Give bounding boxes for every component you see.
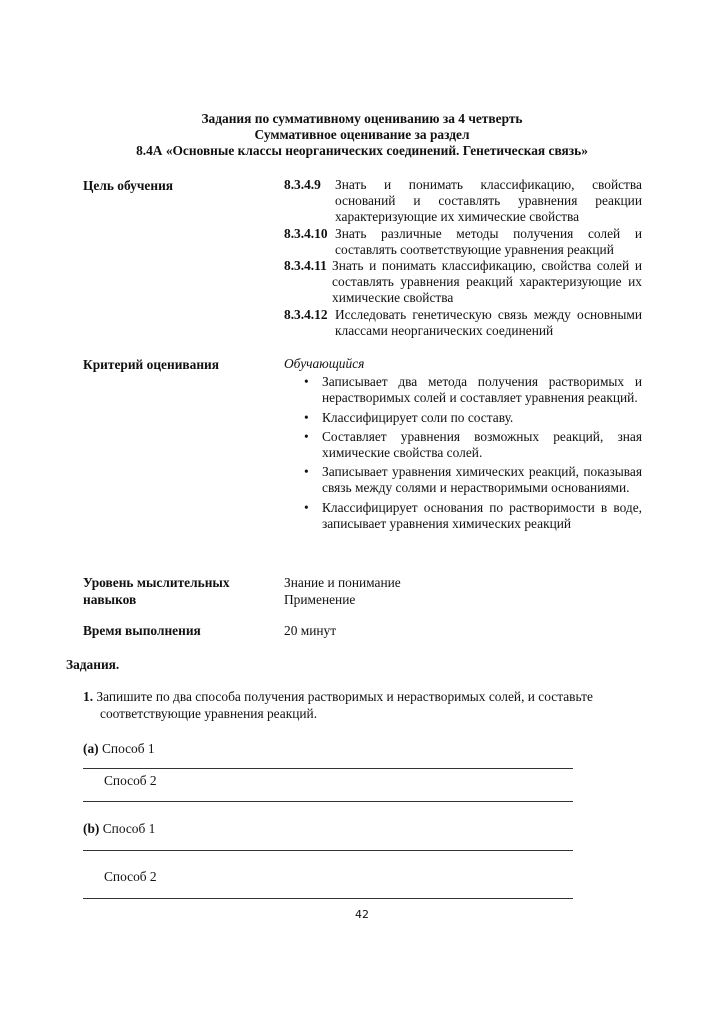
answer-line bbox=[83, 850, 573, 851]
criteria-label: Критерий оценивания bbox=[83, 357, 220, 372]
objective-code: 8.3.4.9 bbox=[284, 177, 321, 192]
skills-label-line-2: навыков bbox=[83, 592, 137, 607]
criteria-text: Классифицирует соли по составу. bbox=[322, 409, 514, 425]
objective-item bbox=[284, 307, 642, 339]
answer-line bbox=[83, 768, 573, 769]
time-value: 20 минут bbox=[284, 623, 337, 638]
objective-item bbox=[284, 226, 642, 258]
criteria-item bbox=[284, 429, 642, 461]
question-number: 1. bbox=[83, 689, 94, 704]
part-a-label: (a) bbox=[83, 741, 99, 756]
criteria-text: Составляет уравнения возможных реакций, зная химические свойства солей. bbox=[322, 428, 642, 461]
header-line-2: Суммативное оценивание за раздел bbox=[254, 127, 470, 142]
criteria-block bbox=[284, 356, 642, 535]
criteria-list bbox=[284, 374, 642, 532]
criteria-text: Записывает два метода получения растворимых и нерастворимых солей и составляет уравнения реакций. bbox=[322, 374, 642, 406]
objective-item bbox=[284, 177, 642, 226]
time-label: Время выполнения bbox=[83, 623, 201, 638]
objective-text: Знать и понимать классификацию, свойства солей и составлять уравнения реакций характеризующие их химические свойства bbox=[332, 258, 642, 306]
question-text-line-1: Запишите по два способа получения растворимых и нерастворимых солей, и составьте bbox=[96, 689, 593, 704]
skills-label bbox=[83, 574, 230, 608]
part-a-method-1 bbox=[83, 740, 155, 757]
question-text-line-2: соответствующие уравнения реакций. bbox=[100, 706, 318, 721]
answer-line bbox=[83, 801, 573, 802]
tasks-heading: Задания. bbox=[66, 657, 120, 672]
objective-code: 8.3.4.11 bbox=[284, 258, 327, 274]
criteria-item bbox=[284, 464, 642, 496]
objective-code: 8.3.4.12 bbox=[284, 306, 328, 322]
part-b-method-2: Способ 2 bbox=[104, 869, 157, 884]
part-a-method-2: Способ 2 bbox=[104, 773, 157, 788]
document-header bbox=[0, 111, 724, 159]
page-number: 42 bbox=[355, 908, 369, 921]
objectives-list bbox=[284, 177, 642, 339]
header-line-3: 8.4А «Основные классы неорганических соединений. Генетическая связь» bbox=[136, 143, 588, 158]
bullet-icon: • bbox=[304, 428, 309, 444]
criteria-item bbox=[284, 374, 642, 406]
objective-code: 8.3.4.10 bbox=[284, 225, 328, 241]
bullet-icon: • bbox=[304, 374, 309, 390]
method-label: Способ 1 bbox=[101, 741, 155, 756]
part-b-method-1 bbox=[83, 820, 155, 837]
criteria-item bbox=[284, 500, 642, 532]
objective-text: Знать различные методы получения солей и составлять соответствующие уравнения реакций bbox=[335, 225, 642, 257]
header-line-1: Задания по суммативному оцениванию за 4 четверть bbox=[201, 111, 523, 126]
objectives-label: Цель обучения bbox=[83, 178, 174, 193]
question-1 bbox=[83, 688, 643, 722]
skills-label-line-1: Уровень мыслительных bbox=[83, 575, 230, 590]
criteria-text: Записывает уравнения химических реакций, показывая связь между солями и нерастворимыми основаниями. bbox=[322, 464, 642, 496]
answer-line bbox=[83, 898, 573, 899]
skills-values bbox=[284, 574, 401, 608]
skills-value-2: Применение bbox=[284, 592, 356, 607]
criteria-item bbox=[284, 410, 642, 426]
objective-text: Исследовать генетическую связь между основными классами неорганических соединений bbox=[335, 306, 642, 338]
objective-text: Знать и понимать классификацию, свойства оснований и составлять уравнения реакции характеризующие их химические свойства bbox=[335, 177, 642, 225]
method-label: Способ 1 bbox=[102, 821, 156, 836]
criteria-text: Классифицирует основания по растворимости в воде, записывает уравнения химических реакций bbox=[322, 499, 642, 531]
objective-item bbox=[284, 258, 642, 307]
skills-value-1: Знание и понимание bbox=[284, 575, 401, 590]
part-b-label: (b) bbox=[83, 821, 100, 836]
criteria-intro: Обучающийся bbox=[284, 356, 365, 371]
bullet-icon: • bbox=[304, 464, 309, 480]
bullet-icon: • bbox=[304, 409, 309, 425]
bullet-icon: • bbox=[304, 499, 309, 515]
